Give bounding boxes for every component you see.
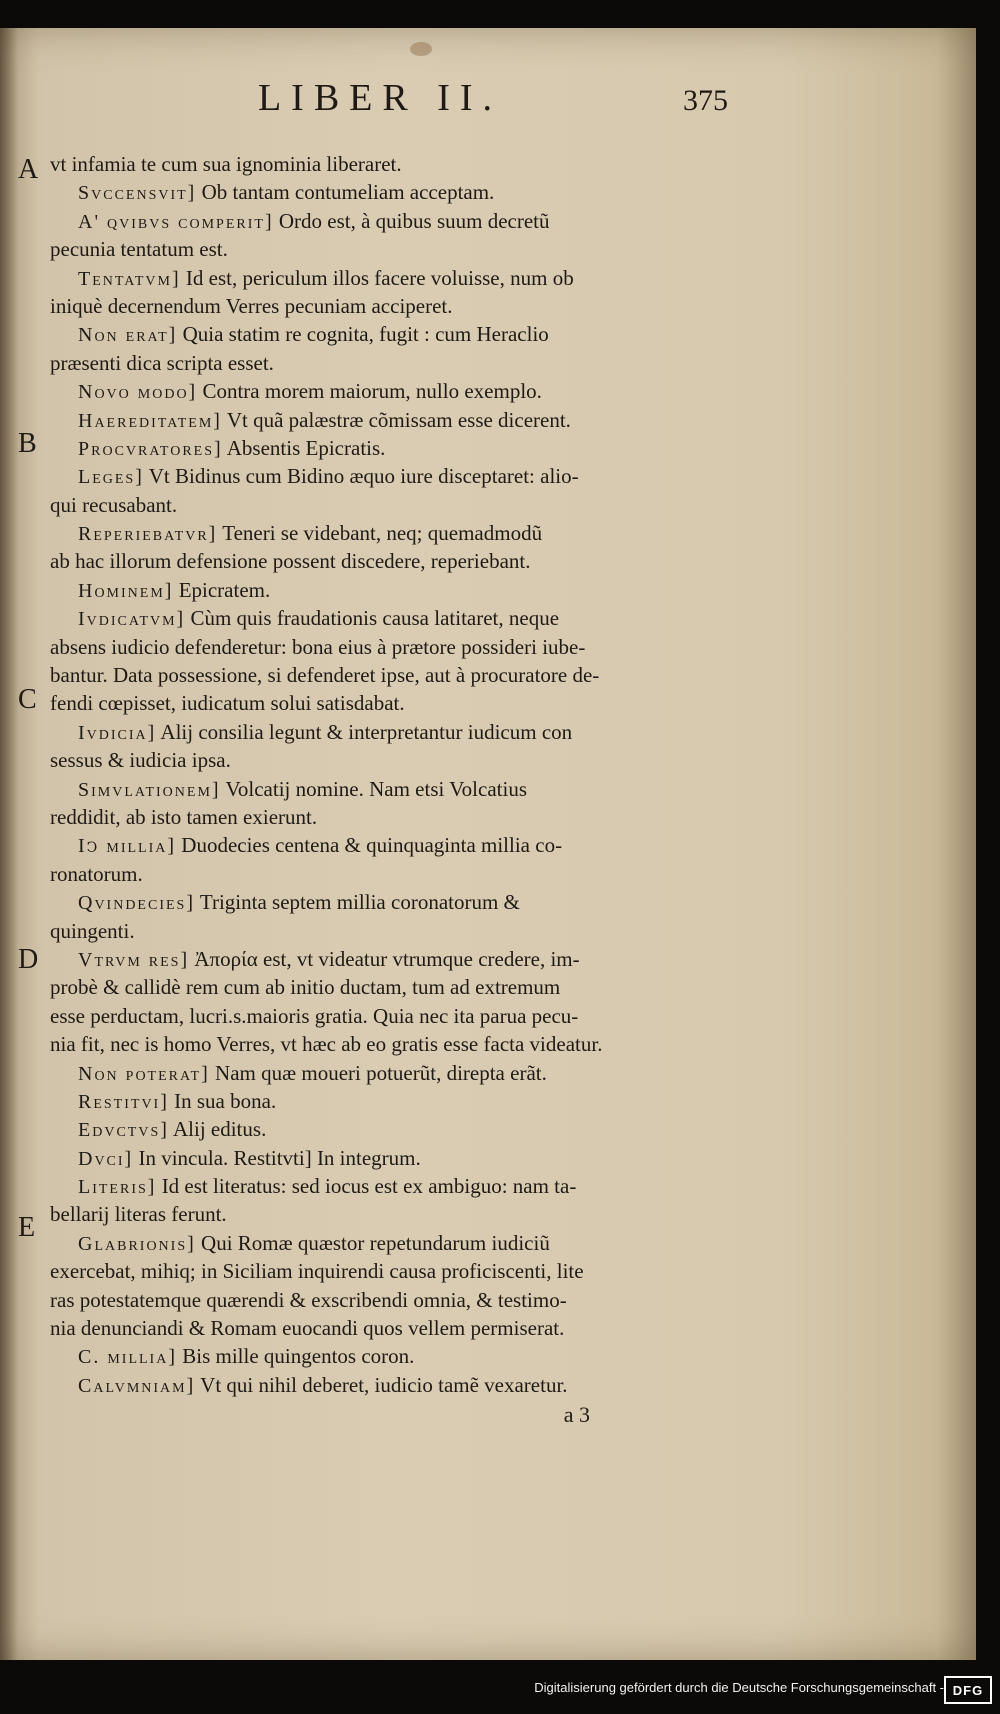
text-line xyxy=(50,406,740,434)
text-line xyxy=(50,292,740,320)
text-line xyxy=(50,718,740,746)
text-line xyxy=(50,746,740,774)
line-text: quingenti. xyxy=(50,918,135,943)
lemma: Reperiebatvr] xyxy=(78,523,218,546)
text-line xyxy=(50,207,740,235)
line-text: Volcatij nomine. Nam etsi Volcatius xyxy=(225,776,527,801)
lemma: Literis] xyxy=(78,1176,157,1199)
signature-mark: a 3 xyxy=(563,1402,590,1428)
line-text: Ἀπορία est, vt videatur vtrumque credere, im- xyxy=(194,946,580,971)
text-line xyxy=(50,1002,740,1030)
text-line xyxy=(50,973,740,1001)
line-text: Id est, periculum illos facere voluisse, num ob xyxy=(185,265,574,290)
lemma: Calvmniam] xyxy=(78,1374,196,1397)
line-text: esse perductam, lucri.s.maioris gratia. Quia nec ita parua pecu- xyxy=(50,1003,579,1028)
line-text: vt infamia te cum sua ignominia liberaret. xyxy=(50,152,402,176)
book-page xyxy=(0,28,976,1660)
text-line xyxy=(50,349,740,377)
margin-letter-d: D xyxy=(18,944,39,975)
line-text: bellarij literas ferunt. xyxy=(50,1202,227,1227)
commentary-text xyxy=(50,150,740,1431)
text-line xyxy=(50,320,740,348)
text-line xyxy=(50,1030,740,1058)
page-number: 375 xyxy=(683,84,728,117)
lemma: Novo modo] xyxy=(78,381,198,404)
text-line xyxy=(50,945,740,973)
lemma: Dvci] xyxy=(78,1147,134,1170)
text-line xyxy=(50,235,740,263)
line-text: Quia statim re cognita, fugit : cum Heraclio xyxy=(182,322,549,347)
lemma: Edvctvs] xyxy=(78,1119,169,1142)
running-title: LIBER II. xyxy=(257,77,503,119)
line-text: pecunia tentatum est. xyxy=(50,237,228,262)
line-text: Nam quæ moueri potuerũt, direpta erãt. xyxy=(215,1060,547,1085)
text-line xyxy=(50,1087,740,1115)
line-text: bantur. Data possessione, si defenderet ipse, aut à procuratore de- xyxy=(50,663,600,688)
line-text: ronatorum. xyxy=(50,861,143,886)
text-line xyxy=(50,775,740,803)
line-text: Triginta septem millia coronatorum & xyxy=(199,890,520,915)
line-text: reddidit, ab isto tamen exierunt. xyxy=(50,804,318,829)
lemma: A' qvibvs comperit] xyxy=(78,210,274,233)
line-text: Ob tantam contumeliam acceptam. xyxy=(201,180,495,205)
margin-letter-b: B xyxy=(18,428,37,459)
lemma: Ivdicatvm] xyxy=(78,608,186,631)
line-text: In sua bona. xyxy=(174,1088,277,1113)
lemma: Haereditatem] xyxy=(78,409,222,432)
line-text: ras potestatemque quærendi & exscribendi omnia, & testimo- xyxy=(50,1287,567,1312)
text-line xyxy=(50,689,740,717)
footer-bar xyxy=(0,1668,1000,1714)
text-line xyxy=(50,178,740,206)
lemma: C. millia] xyxy=(78,1346,177,1369)
dfg-logo: DFG xyxy=(944,1676,992,1704)
line-text: Bis mille quingentos coron. xyxy=(182,1344,415,1369)
text-line xyxy=(50,377,740,405)
text-line xyxy=(50,462,740,490)
line-text: Id est literatus: sed iocus est ex ambiguo: nam ta- xyxy=(161,1174,577,1199)
text-line xyxy=(50,519,740,547)
text-line xyxy=(50,150,740,178)
line-text: Duodecies centena & quinquaginta millia co- xyxy=(181,833,563,858)
line-text: Ordo est, à quibus suum decretũ xyxy=(278,208,550,233)
lemma: Qvindecies] xyxy=(78,892,195,915)
funding-credit: Digitalisierung gefördert durch die Deutsche Forschungsgemeinschaft - xyxy=(534,1680,944,1695)
text-line xyxy=(50,1229,740,1257)
line-text: Vt Bidinus cum Bidino æquo iure disceptaret: alio- xyxy=(148,464,579,489)
line-text: fendi cœpisset, iudicatum solui satisdabat. xyxy=(50,691,405,716)
lemma: Ivdicia] xyxy=(78,721,157,744)
line-text: Alij editus. xyxy=(172,1117,267,1142)
margin-letter-c: C xyxy=(18,684,37,715)
lemma: Simvlationem] xyxy=(78,778,221,801)
line-text: Qui Romæ quæstor repetundarum iudiciũ xyxy=(201,1230,550,1255)
line-text: absens iudicio defenderetur: bona eius à prætore possideri iube- xyxy=(50,634,586,659)
text-line xyxy=(50,1115,740,1143)
text-line xyxy=(50,604,740,632)
text-line xyxy=(50,661,740,689)
line-text: In vincula. Restitvti] In integrum. xyxy=(138,1145,421,1170)
lemma: Restitvi] xyxy=(78,1090,169,1113)
text-line xyxy=(50,1200,740,1228)
text-line xyxy=(50,803,740,831)
paper-stain xyxy=(410,42,432,56)
text-line xyxy=(50,860,740,888)
lemma: Non erat] xyxy=(78,324,178,347)
line-text: nia fit, nec is homo Verres, vt hæc ab eo gratis esse facta videatur. xyxy=(50,1032,603,1057)
lemma: Procvratores] xyxy=(78,437,223,460)
text-line xyxy=(50,576,740,604)
line-text: qui recusabant. xyxy=(50,492,178,517)
text-line xyxy=(50,633,740,661)
line-text: ab hac illorum defensione possent discedere, reperiebant. xyxy=(50,549,531,574)
margin-letter-a: A xyxy=(18,154,39,185)
text-line xyxy=(50,1371,740,1399)
text-line xyxy=(50,1286,740,1314)
text-line xyxy=(50,1257,740,1285)
text-line xyxy=(50,1172,740,1200)
line-text: sessus & iudicia ipsa. xyxy=(50,748,231,773)
lemma: Glabrionis] xyxy=(78,1232,196,1255)
line-text: Absentis Epicratis. xyxy=(226,435,386,460)
margin-letter-e: E xyxy=(18,1212,36,1243)
lemma: Leges] xyxy=(78,466,144,489)
line-text: Vt quã palæstræ cõmissam esse dicerent. xyxy=(226,407,571,432)
line-text: Teneri se videbant, neq; quemadmodũ xyxy=(222,521,543,546)
line-text: Epicratem. xyxy=(178,577,271,602)
lemma: Tentatvm] xyxy=(78,267,181,290)
text-line xyxy=(50,264,740,292)
line-text: exercebat, mihiq; in Siciliam inquirendi causa proficiscenti, lite xyxy=(50,1259,584,1284)
text-line xyxy=(50,547,740,575)
lemma: Vtrvm res] xyxy=(78,948,190,971)
line-text: iniquè decernendum Verres pecuniam acciperet. xyxy=(50,293,453,318)
text-line xyxy=(50,1314,740,1342)
text-line xyxy=(50,831,740,859)
text-line xyxy=(50,1059,740,1087)
lemma: Iↄ millia] xyxy=(78,835,177,858)
text-line xyxy=(50,888,740,916)
line-text: Alij consilia legunt & interpretantur iudicum con xyxy=(160,719,573,744)
text-line xyxy=(50,491,740,519)
line-text: Vt qui nihil deberet, iudicio tamẽ vexaretur. xyxy=(200,1372,568,1397)
line-text: probè & callidè rem cum ab initio ductam, tum ad extremum xyxy=(50,975,561,1000)
text-line xyxy=(50,1342,740,1370)
text-line xyxy=(50,434,740,462)
line-text: præsenti dica scripta esset. xyxy=(50,350,274,375)
lemma: Non poterat] xyxy=(78,1062,210,1085)
text-line xyxy=(50,1144,740,1172)
line-text: Contra morem maiorum, nullo exemplo. xyxy=(202,379,542,404)
text-line xyxy=(50,917,740,945)
running-head xyxy=(0,76,976,126)
lemma: Svccensvit] xyxy=(78,182,197,205)
line-text: nia denunciandi & Romam euocandi quos vellem permiserat. xyxy=(50,1316,565,1341)
lemma: Hominem] xyxy=(78,579,174,602)
line-text: Cùm quis fraudationis causa latitaret, neque xyxy=(190,606,560,631)
